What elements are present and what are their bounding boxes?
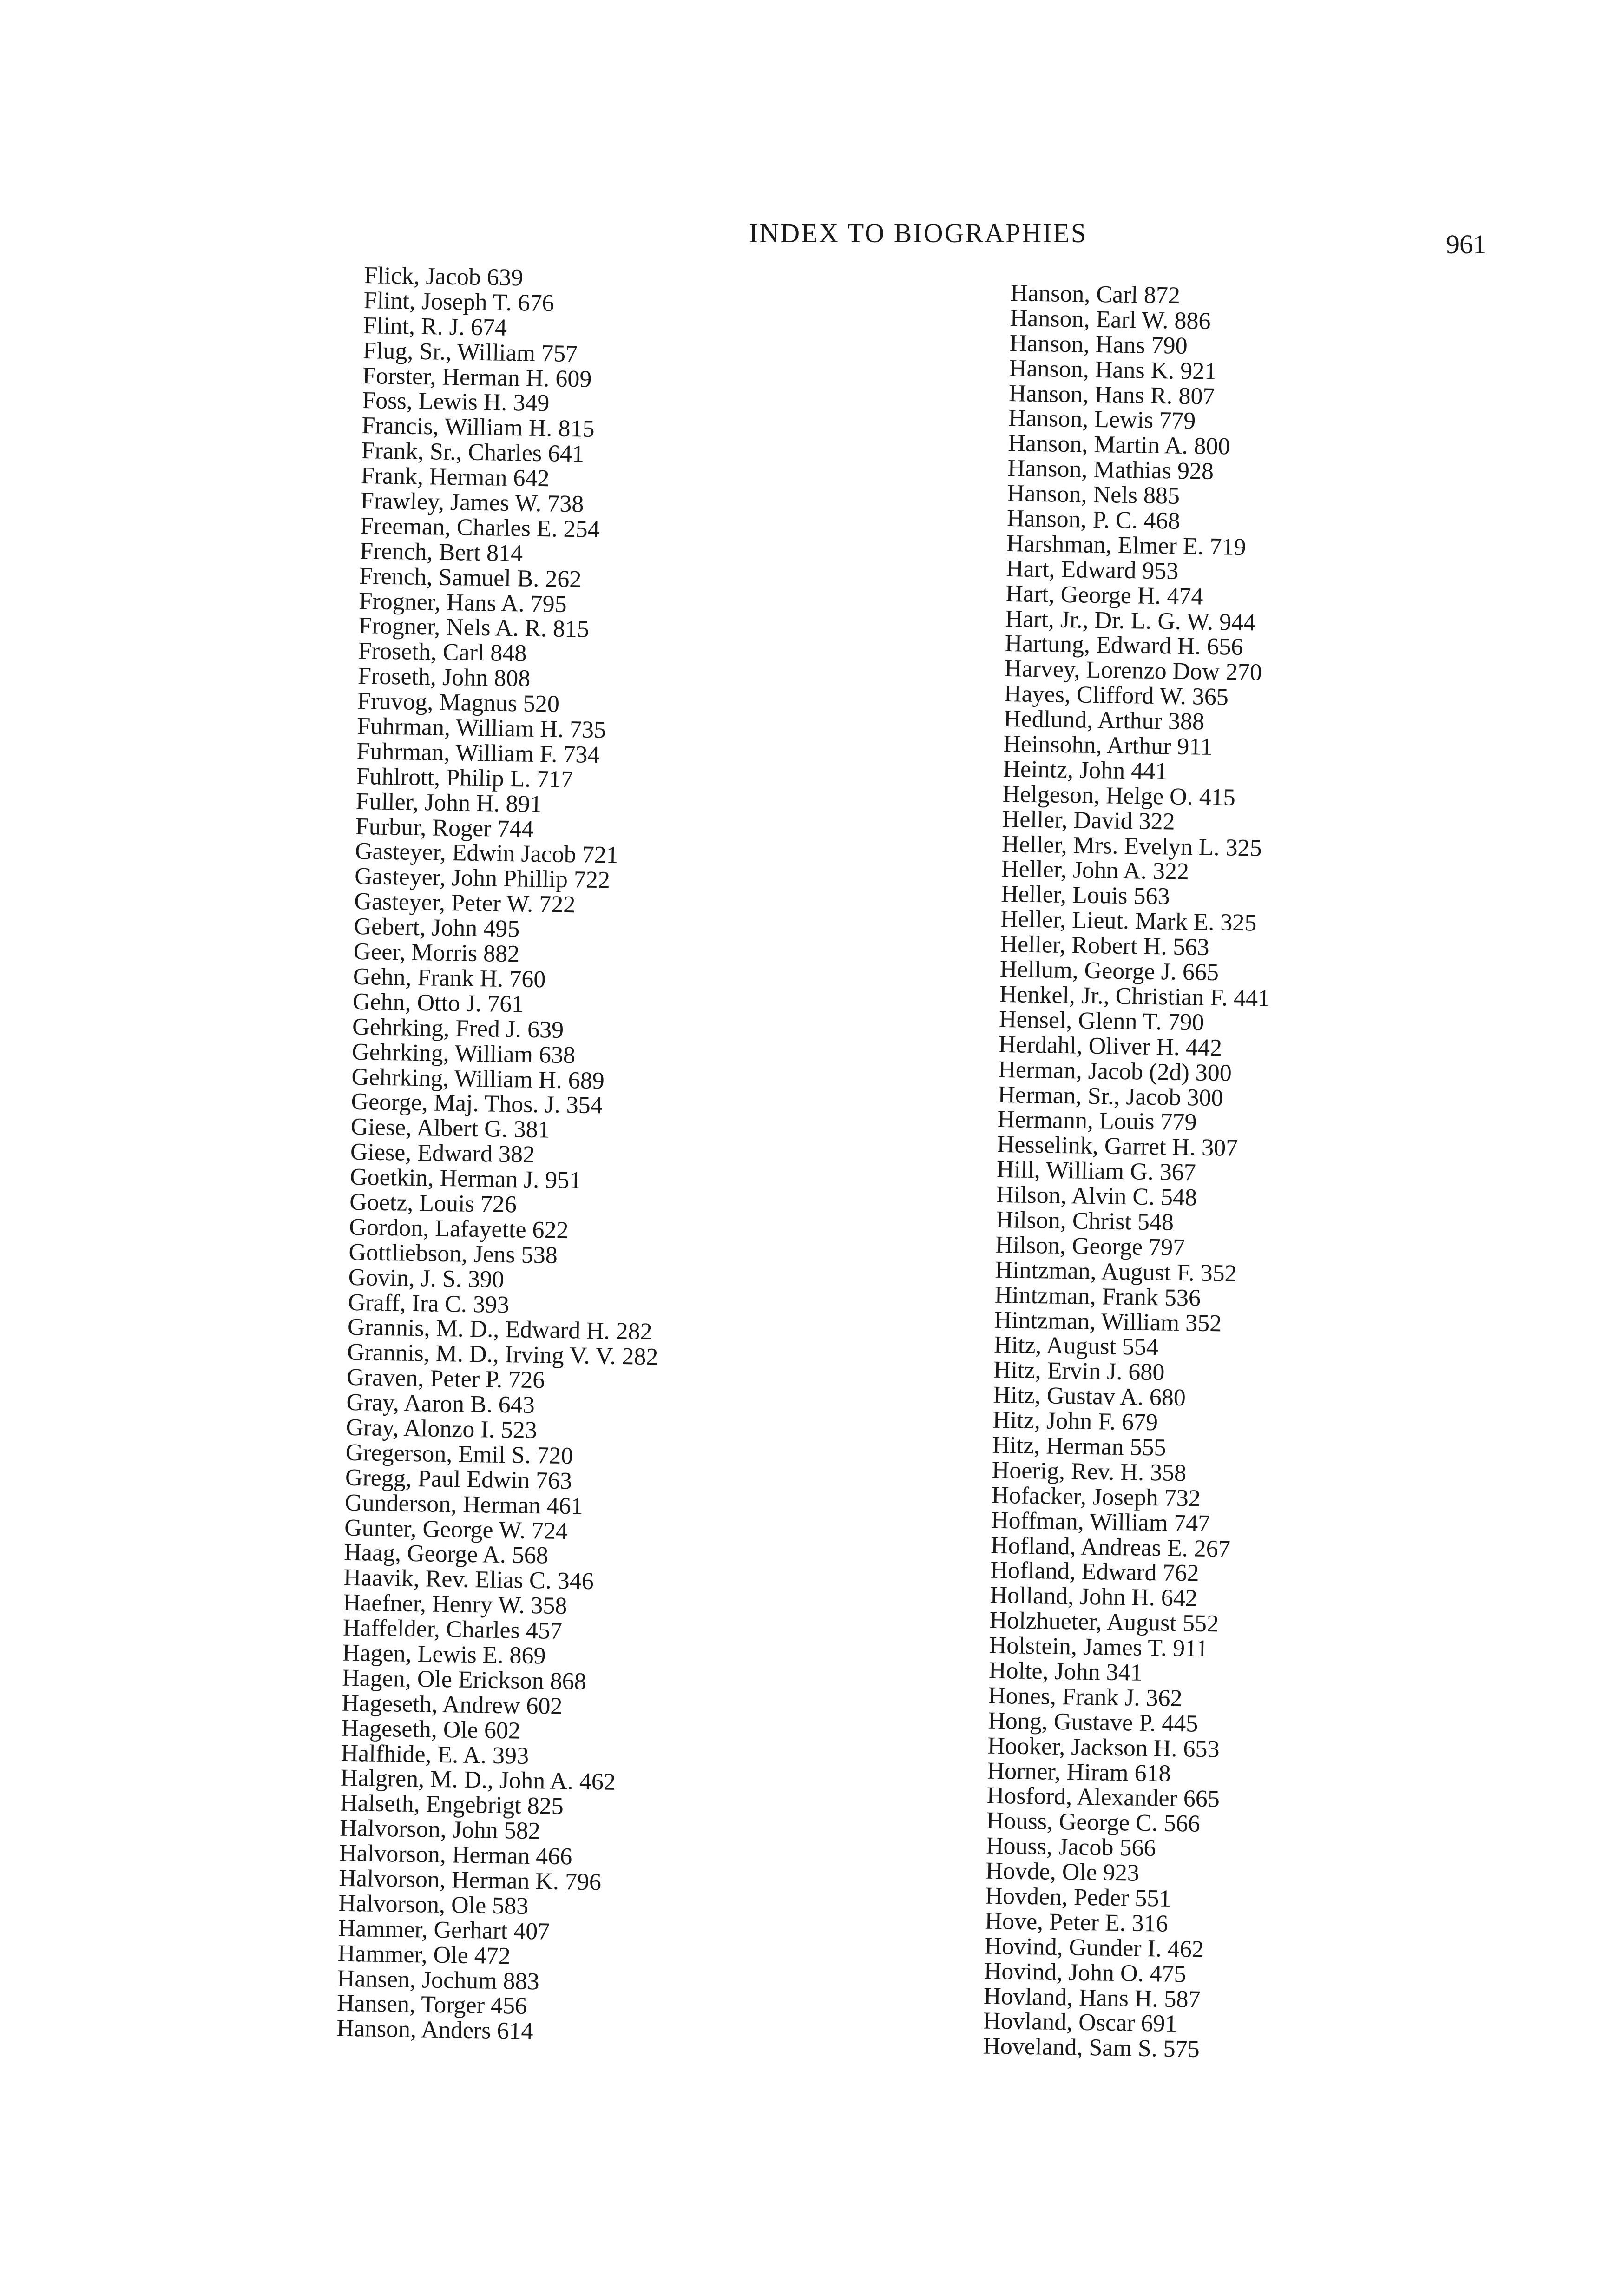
index-entry: Goetz, Louis 726 (349, 1188, 517, 1218)
index-entry: Frogner, Nels A. R. 815 (358, 613, 590, 643)
index-entry: Gehrking, Fred J. 639 (352, 1013, 564, 1043)
index-entry: Geer, Morris 882 (353, 938, 520, 968)
index-entry: Halvorson, Herman 466 (339, 1840, 572, 1870)
index-entry: Fuhrman, William F. 734 (356, 738, 600, 769)
index-entry: Freeman, Charles E. 254 (360, 512, 600, 543)
index-entry: Hitz, August 554 (993, 1332, 1159, 1361)
index-entry: Fuhlrott, Philip L. 717 (356, 763, 573, 793)
index-entry: Hanson, Mathias 928 (1007, 455, 1214, 485)
index-entry: Hedlund, Arthur 388 (1003, 706, 1205, 735)
index-entry: Hovland, Hans H. 587 (983, 1983, 1201, 2013)
index-entry: Hitz, Ervin J. 680 (993, 1357, 1165, 1386)
index-entry: Graff, Ira C. 393 (348, 1289, 510, 1318)
index-entry: Horner, Hiram 618 (987, 1757, 1171, 1787)
index-entry: French, Bert 814 (359, 537, 523, 567)
index-entry: Halvorson, Ole 583 (338, 1890, 529, 1920)
index-entry: French, Samuel B. 262 (359, 562, 582, 593)
index-entry: Furbur, Roger 744 (355, 813, 534, 843)
index-entry: Hilson, George 797 (995, 1231, 1185, 1261)
index-entry: Hart, George H. 474 (1005, 580, 1203, 610)
index-entry: Harvey, Lorenzo Dow 270 (1004, 655, 1262, 686)
index-entry: Hofacker, Joseph 732 (991, 1482, 1201, 1512)
index-entry: Houss, George C. 566 (986, 1807, 1201, 1838)
index-entry: Hansen, Torger 456 (336, 1990, 527, 2020)
index-entry: Hanson, P. C. 468 (1006, 505, 1181, 534)
index-entry: Gray, Aaron B. 643 (346, 1389, 535, 1419)
index-entry: Frawley, James W. 738 (360, 487, 584, 518)
index-entry: Heller, John A. 322 (1001, 856, 1189, 885)
index-entry: Holland, John H. 642 (990, 1582, 1198, 1612)
page-number: 961 (1446, 229, 1486, 259)
index-entry: Grannis, M. D., Edward H. 282 (347, 1314, 653, 1346)
index-entry: Gregerson, Emil S. 720 (345, 1439, 573, 1470)
index-entry: Gray, Alonzo I. 523 (346, 1414, 538, 1444)
index-entry: Froseth, Carl 848 (358, 638, 527, 667)
index-entry: Flug, Sr., William 757 (362, 337, 578, 367)
index-entry: Hagen, Lewis E. 869 (342, 1639, 546, 1669)
index-entry: Harshman, Elmer E. 719 (1006, 530, 1247, 561)
index-entry: Gehrking, William 638 (351, 1038, 576, 1069)
index-entry: Frank, Sr., Charles 641 (361, 437, 585, 468)
index-entry: Fuhrman, William H. 735 (356, 713, 606, 744)
index-entry: Gunter, George W. 724 (344, 1514, 568, 1544)
index-entry: Herdahl, Oliver H. 442 (998, 1031, 1222, 1062)
index-entry: Hanson, Lewis 779 (1008, 405, 1196, 435)
index-entry: Gehrking, William H. 689 (351, 1063, 605, 1094)
index-entry: Hanson, Anders 614 (336, 2015, 533, 2045)
index-entry: Fruvog, Magnus 520 (357, 688, 560, 718)
index-entry: Hellum, George J. 665 (999, 956, 1219, 986)
index-entry: Grannis, M. D., Irving V. V. 282 (347, 1339, 658, 1371)
index-entry: Foss, Lewis H. 349 (361, 387, 550, 417)
index-entry: Hofland, Andreas E. 267 (990, 1532, 1231, 1563)
index-entry: Haefner, Henry W. 358 (343, 1589, 567, 1620)
index-entry: Heintz, John 441 (1003, 755, 1168, 785)
index-entry: Hitz, Herman 555 (992, 1432, 1167, 1461)
index-entry: Hintzman, William 352 (994, 1306, 1222, 1337)
index-entry: Holstein, James T. 911 (989, 1632, 1209, 1663)
index-entry: Hoveland, Sam S. 575 (982, 2032, 1200, 2063)
page-header: INDEX TO BIOGRAPHIES (749, 218, 1088, 248)
index-entry: Halfhide, E. A. 393 (341, 1740, 529, 1769)
index-entry: Hilson, Alvin C. 548 (996, 1181, 1197, 1211)
index-entry: Haavik, Rev. Elias C. 346 (343, 1564, 594, 1595)
index-entry: Hintzman, August F. 352 (995, 1256, 1237, 1287)
index-entry: Hammer, Ole 472 (337, 1940, 511, 1970)
index-entry: Hanson, Martin A. 800 (1008, 430, 1230, 460)
index-entry: Hammer, Gerhart 407 (338, 1915, 550, 1945)
index-entry: Flick, Jacob 639 (364, 262, 524, 291)
index-entry: Hart, Edward 953 (1005, 555, 1179, 585)
index-entry: Hintzman, Frank 536 (994, 1281, 1201, 1312)
index-entry: Hitz, John F. 679 (992, 1406, 1158, 1436)
index-entry: Houss, Jacob 566 (986, 1832, 1156, 1862)
index-entry: Flint, Joseph T. 676 (363, 287, 554, 317)
index-entry: Gordon, Lafayette 622 (348, 1214, 569, 1244)
index-column-left (336, 263, 675, 2046)
index-entry: Helgeson, Helge O. 415 (1002, 780, 1236, 811)
index-entry: Hensel, Glenn T. 790 (999, 1006, 1204, 1036)
index-entry: Hageseth, Andrew 602 (341, 1689, 563, 1720)
index-entry: Hart, Jr., Dr. L. G. W. 944 (1005, 605, 1256, 636)
index-entry: Froseth, John 808 (357, 663, 531, 692)
index-entry: Hanson, Nels 885 (1007, 480, 1180, 509)
index-entry: Gasteyer, Peter W. 722 (354, 888, 576, 918)
index-entry: Hitz, Gustav A. 680 (992, 1381, 1186, 1412)
index-entry: Hosford, Alexander 665 (986, 1782, 1220, 1813)
index-entry: Hill, William G. 367 (996, 1156, 1196, 1186)
index-entry: Holzhueter, August 552 (989, 1607, 1219, 1637)
index-entry: Gregg, Paul Edwin 763 (345, 1464, 572, 1495)
index-entry: Hong, Gustave P. 445 (987, 1707, 1198, 1737)
index-entry: Halvorson, Herman K. 796 (338, 1865, 602, 1896)
index-entry: Hansen, Jochum 883 (337, 1965, 540, 1995)
index-entry: Frogner, Hans A. 795 (359, 587, 567, 618)
index-entry: Heller, Robert H. 563 (1000, 930, 1209, 961)
index-entry: Halvorson, John 582 (339, 1814, 541, 1845)
index-entry: Hesselink, Garret H. 307 (997, 1131, 1238, 1162)
index-entry: Gasteyer, Edwin Jacob 721 (355, 838, 619, 869)
index-entry: Gehn, Otto J. 761 (352, 988, 524, 1018)
index-entry: Fuller, John H. 891 (355, 788, 543, 818)
index-entry: George, Maj. Thos. J. 354 (351, 1089, 603, 1119)
index-entry: Gehn, Frank H. 760 (353, 963, 546, 993)
index-entry: Giese, Albert G. 381 (350, 1114, 551, 1143)
index-entry: Hooker, Jackson H. 653 (987, 1732, 1220, 1763)
index-entry: Hoffman, William 747 (991, 1507, 1210, 1537)
index-entry: Hanson, Hans 790 (1009, 330, 1188, 359)
index-entry: Gottliebson, Jens 538 (348, 1239, 558, 1269)
index-entry: Gebert, John 495 (354, 913, 520, 943)
index-entry: Hones, Frank J. 362 (988, 1682, 1183, 1712)
index-entry: Hilson, Christ 548 (995, 1206, 1174, 1236)
index-entry: Hovden, Peder 551 (985, 1882, 1171, 1912)
index-entry: Haffelder, Charles 457 (342, 1614, 563, 1645)
index-entry: Govin, J. S. 390 (348, 1264, 505, 1293)
index-column-right (983, 281, 1281, 2063)
index-entry: Heller, David 322 (1002, 805, 1176, 835)
index-entry: Hartung, Edward H. 656 (1005, 630, 1243, 661)
index-entry: Hanson, Earl W. 886 (1010, 304, 1211, 335)
index-entry: Halgren, M. D., John A. 462 (340, 1765, 616, 1796)
index-entry: Hove, Peter E. 316 (985, 1907, 1169, 1937)
index-entry: Heller, Mrs. Evelyn L. 325 (1001, 831, 1262, 862)
index-entry: Flint, R. J. 674 (363, 312, 507, 341)
index-entry: Frank, Herman 642 (361, 462, 550, 492)
index-entry: Hanson, Hans K. 921 (1009, 355, 1217, 385)
index-entry: Hanson, Carl 872 (1010, 280, 1181, 309)
index-entry: Francis, William H. 815 (361, 412, 595, 443)
index-entry: Heller, Louis 563 (1000, 881, 1170, 910)
index-entry: Herman, Sr., Jacob 300 (998, 1081, 1224, 1111)
index-entry: Hoerig, Rev. H. 358 (992, 1457, 1187, 1487)
index-entry: Halseth, Engebrigt 825 (340, 1789, 564, 1820)
index-entry: Hofland, Edward 762 (990, 1557, 1199, 1587)
index-entry: Forster, Herman H. 609 (362, 362, 592, 393)
index-entry: Giese, Edward 382 (350, 1138, 535, 1168)
index-entry: Hovland, Oscar 691 (983, 2007, 1177, 2038)
index-entry: Graven, Peter P. 726 (346, 1364, 545, 1394)
index-entry: Hermann, Louis 779 (997, 1106, 1197, 1136)
index-entry: Haag, George A. 568 (343, 1539, 549, 1569)
index-entry: Hagen, Ole Erickson 868 (342, 1664, 587, 1695)
index-entry: Hovind, John O. 475 (984, 1958, 1187, 1988)
index-entry: Goetkin, Herman J. 951 (349, 1163, 582, 1194)
index-entry: Heller, Lieut. Mark E. 325 (1000, 906, 1257, 937)
index-entry: Gasteyer, John Phillip 722 (354, 863, 611, 894)
index-entry: Gunderson, Herman 461 (344, 1489, 584, 1520)
index-entry: Holte, John 341 (988, 1657, 1143, 1686)
index-entry: Herman, Jacob (2d) 300 (998, 1056, 1232, 1087)
index-entry: Henkel, Jr., Christian F. 441 (999, 981, 1270, 1012)
index-entry: Hovde, Ole 923 (985, 1857, 1140, 1887)
index-entry: Heinsohn, Arthur 911 (1003, 730, 1213, 760)
index-entry: Hayes, Clifford W. 365 (1004, 680, 1229, 711)
index-entry: Hageseth, Ole 602 (341, 1715, 521, 1744)
index-entry: Hovind, Gunder I. 462 (984, 1933, 1204, 1963)
index-entry: Hanson, Hans R. 807 (1008, 380, 1216, 410)
